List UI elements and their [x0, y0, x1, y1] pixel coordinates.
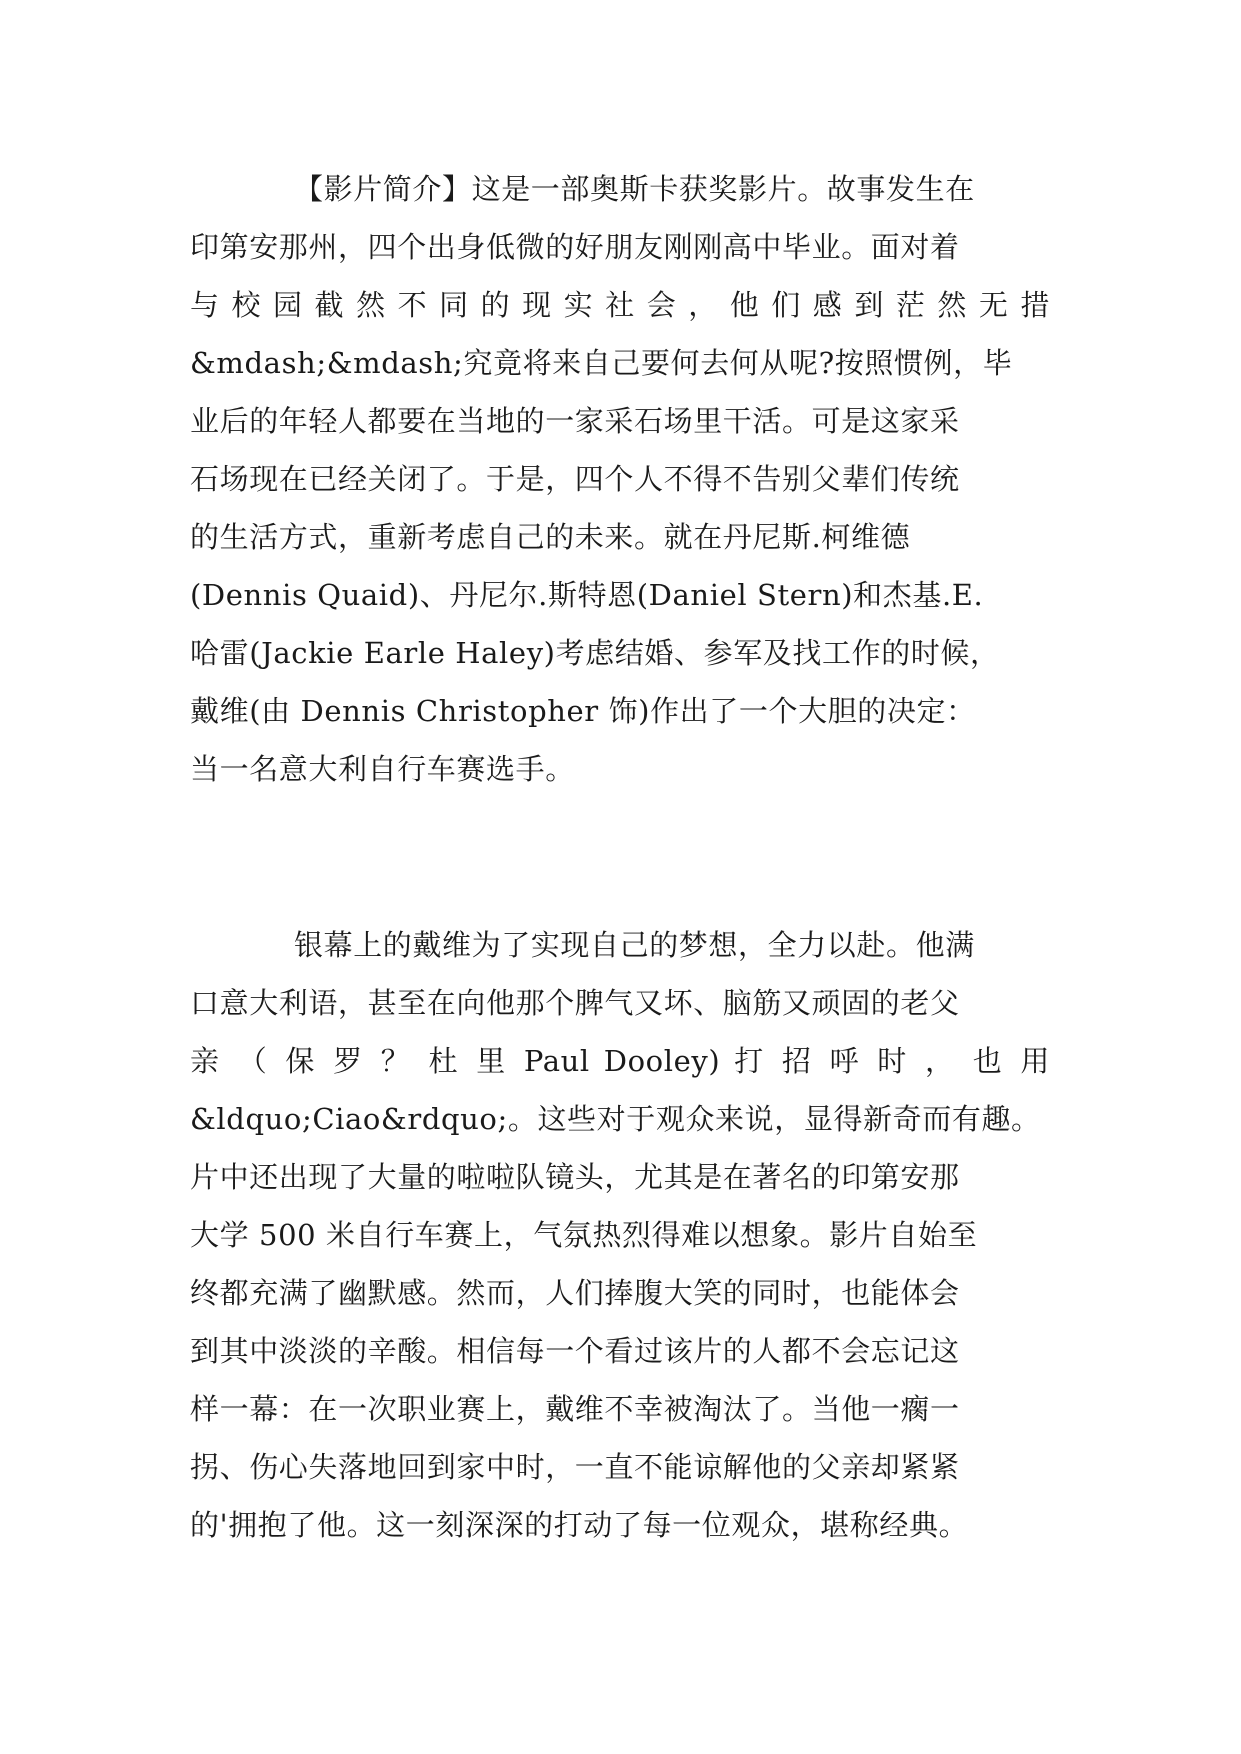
paragraph-film-review — [190, 916, 1050, 1554]
paragraph-line: 的'拥抱了他。这一刻深深的打动了每一位观众，堪称经典。 — [190, 1508, 969, 1542]
paragraph-line: &mdash;&mdash;究竟将来自己要何去何从呢?按照惯例，毕 — [190, 346, 1013, 380]
paragraph-line: 口意大利语，甚至在向他那个脾气又坏、脑筋又顽固的老父 — [190, 986, 960, 1020]
paragraph-line: 当一名意大利自行车赛选手。 — [190, 752, 575, 786]
paragraph-line: &ldquo;Ciao&rdquo;。这些对于观众来说，显得新奇而有趣。 — [190, 1102, 1041, 1136]
paragraph-line: 样一幕：在一次职业赛上，戴维不幸被淘汰了。当他一瘸一 — [190, 1392, 960, 1426]
paragraph-line: 【影片简介】这是一部奥斯卡获奖影片。故事发生在 — [294, 172, 975, 206]
paragraph-line: 哈雷(Jackie Earle Haley)考虑结婚、参军及找工作的时候， — [190, 636, 1000, 670]
paragraph-line: 业后的年轻人都要在当地的一家采石场里干活。可是这家采 — [190, 404, 960, 438]
paragraph-line: 石场现在已经关闭了。于是，四个人不得不告别父辈们传统 — [190, 462, 960, 496]
paragraph-line: 亲 （ 保 罗 ？ 杜 里 Paul Dooley) 打 招 呼 时 ， 也 用 — [190, 1044, 1050, 1078]
paragraph-film-synopsis — [190, 160, 1050, 798]
paragraph-line: 的生活方式，重新考虑自己的未来。就在丹尼斯.柯维德 — [190, 520, 911, 554]
paragraph-line: 印第安那州，四个出身低微的好朋友刚刚高中毕业。面对着 — [190, 230, 960, 264]
paragraph-line: 与 校 园 截 然 不 同 的 现 实 社 会 ， 他 们 感 到 茫 然 无 措 — [190, 288, 1050, 322]
paragraph-line: 大学 500 米自行车赛上，气氛热烈得难以想象。影片自始至 — [190, 1218, 978, 1252]
paragraph-line: 片中还出现了大量的啦啦队镜头，尤其是在著名的印第安那 — [190, 1160, 960, 1194]
paragraph-line: 银幕上的戴维为了实现自己的梦想，全力以赴。他满 — [294, 928, 975, 962]
paragraph-line: 到其中淡淡的辛酸。相信每一个看过该片的人都不会忘记这 — [190, 1334, 960, 1368]
paragraph-line: (Dennis Quaid)、丹尼尔.斯特恩(Daniel Stern)和杰基.E. — [190, 578, 984, 612]
paragraph-line: 终都充满了幽默感。然而，人们捧腹大笑的同时，也能体会 — [190, 1276, 960, 1310]
paragraph-line: 戴维(由 Dennis Christopher 饰)作出了一个大胆的决定： — [190, 694, 976, 728]
paragraph-line: 拐、伤心失落地回到家中时，一直不能谅解他的父亲却紧紧 — [190, 1450, 960, 1484]
